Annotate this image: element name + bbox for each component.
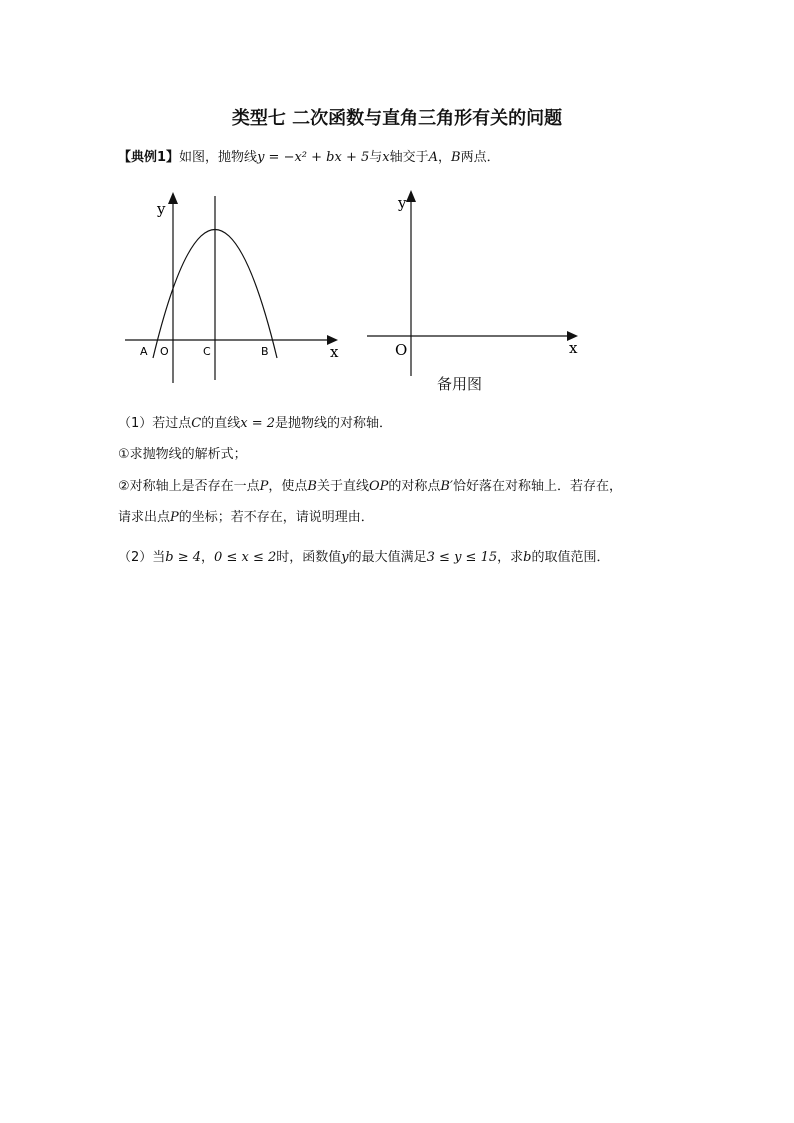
- q1-prefix: （1）若过点: [118, 416, 192, 431]
- fig1-label-o: O: [160, 345, 169, 358]
- fig2-label-o: O: [395, 341, 408, 359]
- q1b-point-b: B: [307, 479, 317, 494]
- spare-figure: [362, 188, 592, 378]
- q1b-text-1: ②对称轴上是否存在一点: [118, 479, 260, 494]
- q1b-text-5: 恰好落在对称轴上．若存在，: [452, 479, 622, 494]
- q1b-text-2: ，使点: [268, 479, 308, 494]
- comma: ，: [438, 150, 452, 165]
- example-line: [118, 148, 500, 168]
- q1c-point-p: P: [170, 510, 179, 525]
- q1b-point-b-prime: B′: [440, 479, 453, 494]
- parabola-figure: [120, 188, 350, 388]
- fig1-y-label: y: [157, 200, 166, 218]
- example-text-mid: 与: [369, 150, 383, 165]
- q2-text-6: 的取值范围．: [531, 550, 610, 565]
- q2-text-5: ，求: [497, 550, 524, 565]
- question-1: [118, 414, 392, 434]
- question-1a: ①求抛物线的解析式；: [118, 447, 247, 462]
- q1-suffix: 是抛物线的对称轴．: [275, 416, 393, 431]
- example-text-end: 两点．: [460, 150, 500, 165]
- q2-condition-b: b ≥ 4: [165, 550, 202, 565]
- fig1-x-label: x: [330, 343, 339, 361]
- q2-text-1: （2）当: [118, 550, 166, 565]
- parabola-equation: y = −x² + bx + 5: [257, 150, 370, 165]
- q2-condition-y: 3 ≤ y ≤ 15: [426, 550, 498, 565]
- q1-point-c: C: [191, 416, 202, 431]
- fig2-x-label: x: [569, 339, 578, 357]
- example-text-mid2: 轴交于: [389, 150, 429, 165]
- fig2-y-axis-arrow: [406, 190, 416, 202]
- fig1-label-b: B: [261, 345, 269, 358]
- q2-text-4: 的最大值满足: [348, 550, 427, 565]
- fig1-label-a: A: [140, 345, 148, 358]
- q1b-line-op: OP: [369, 479, 389, 494]
- q2-var-y: y: [341, 550, 349, 565]
- question-1b: [118, 477, 622, 497]
- y-axis-arrow: [168, 192, 178, 204]
- q2-text-3: 时，函数值: [276, 550, 342, 565]
- fig2-y-label: y: [398, 194, 407, 212]
- question-1c: [118, 508, 374, 528]
- point-a: A: [428, 150, 439, 165]
- x-variable: x: [382, 150, 390, 165]
- page-title: 类型七 二次函数与直角三角形有关的问题: [231, 108, 563, 129]
- q1b-text-3: 关于直线: [316, 479, 369, 494]
- point-b: B: [451, 150, 461, 165]
- q2-text-2: ，: [201, 550, 215, 565]
- q1-equation: x = 2: [240, 416, 276, 431]
- q1c-text-2: 的坐标；若不存在，请说明理由．: [178, 510, 374, 525]
- q2-var-b: b: [523, 550, 532, 565]
- example-text-before: 如图，抛物线: [179, 150, 258, 165]
- q1-mid: 的直线: [201, 416, 241, 431]
- example-tag: 【典例1】: [118, 150, 180, 165]
- spare-figure-caption: 备用图: [437, 375, 483, 393]
- q2-condition-x: 0 ≤ x ≤ 2: [214, 550, 277, 565]
- fig1-label-c: C: [203, 345, 211, 358]
- question-2: [118, 548, 609, 568]
- q1b-point-p: P: [259, 479, 269, 494]
- q1b-text-4: 的对称点: [388, 479, 441, 494]
- q1c-text-1: 请求出点: [118, 510, 171, 525]
